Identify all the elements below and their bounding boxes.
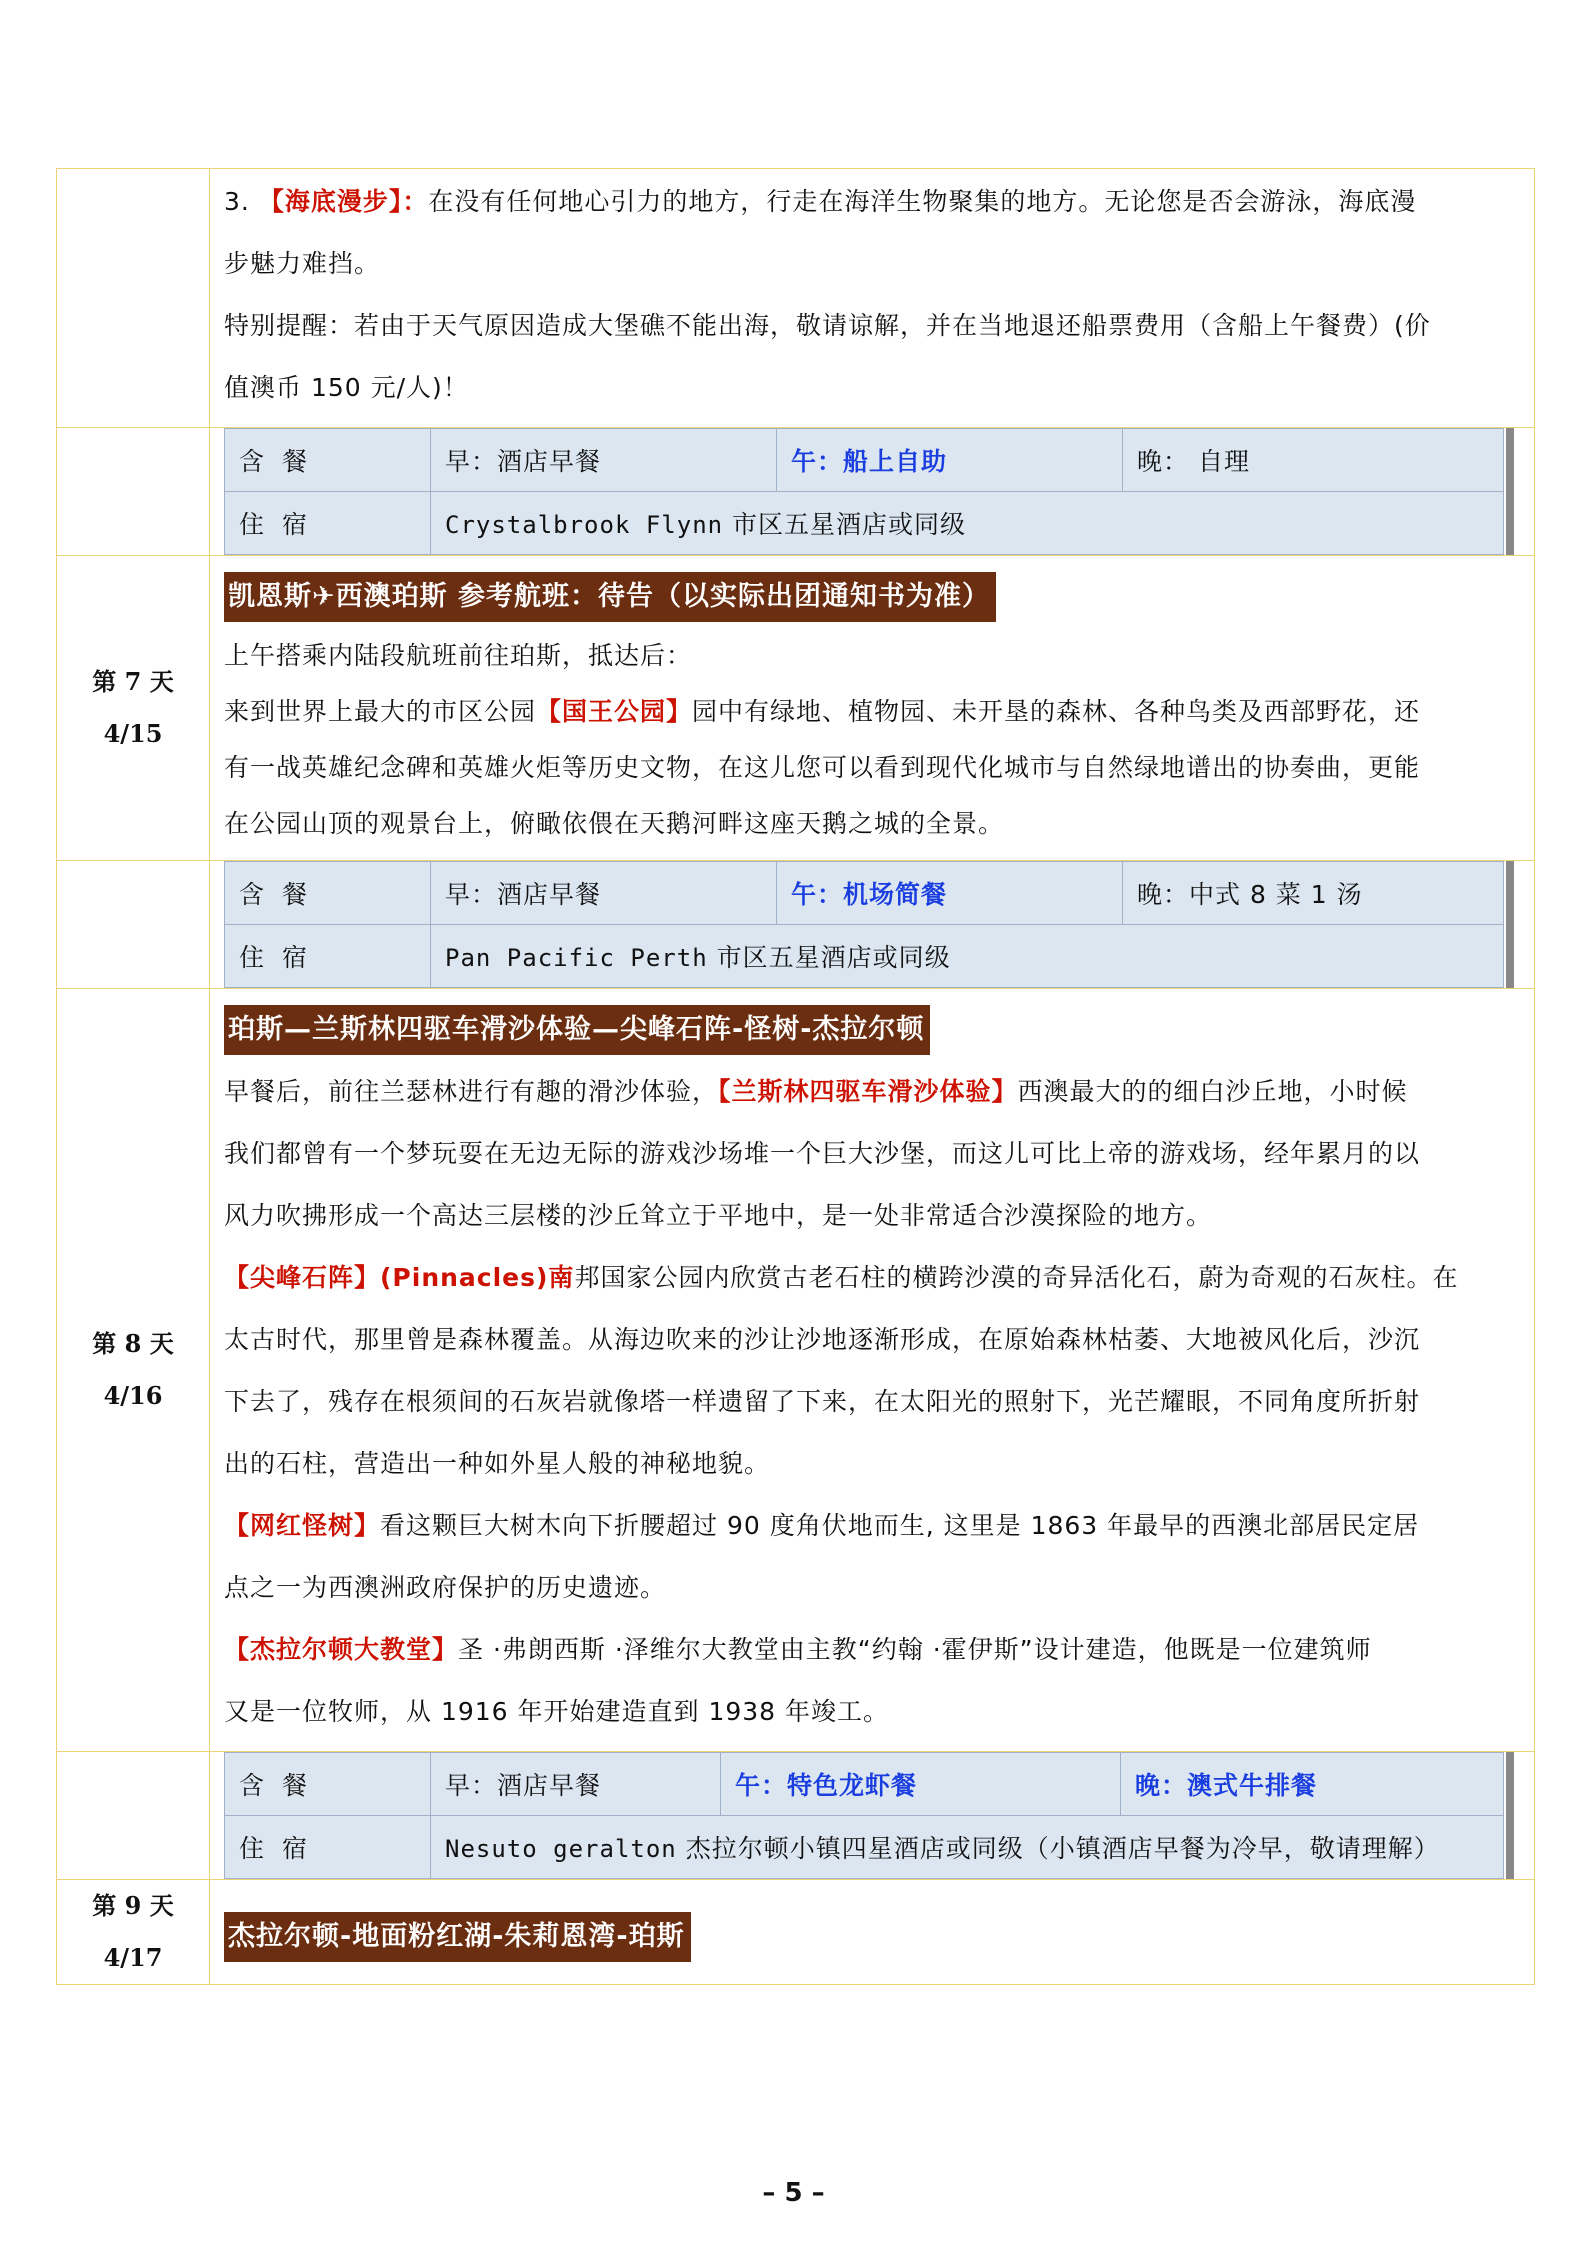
paragraph: 【杰拉尔顿大教堂】圣 ·弗朗西斯 ·泽维尔大教堂由主教“约翰 ·霍伊斯”设计建造，他既是一位建筑师: [224, 1635, 1372, 1664]
day8-meal-row: [57, 1752, 1535, 1880]
highlight-attraction: 【尖峰石阵】(Pinnacles)南: [224, 1263, 575, 1292]
day9-content-row: [57, 1880, 1535, 1985]
meal-table: [224, 1752, 1504, 1879]
day7-meal-row: [57, 861, 1535, 989]
paragraph: 3. 【海底漫步】：在没有任何地心引力的地方，行走在海洋生物聚集的地方。无论您是否会游泳，海底漫: [224, 187, 1417, 216]
day-content: [210, 1880, 1535, 1985]
day-number: 第 9 天: [92, 1891, 174, 1920]
highlight-attraction: 【兰斯林四驱车滑沙体验】: [718, 1077, 1018, 1106]
day-date: 4/17: [103, 1943, 163, 1972]
paragraph: 【网红怪树】看这颗巨大树木向下折腰超过 90 度角伏地而生, 这里是 1863 年最早的西澳北部居民定居: [224, 1511, 1420, 1540]
day-cell: [57, 989, 210, 1752]
day-cell: [57, 1880, 210, 1985]
meal-breakfast: 早：酒店早餐: [431, 862, 777, 925]
meal-lunch: 午：船上自助: [777, 429, 1123, 492]
meal-dinner: 晚： 自理: [1123, 429, 1504, 492]
highlight-attraction: 【国王公园】: [536, 697, 693, 726]
day-title: 珀斯—兰斯林四驱车滑沙体验—尖峰石阵-怪树-杰拉尔顿: [224, 1005, 930, 1055]
paragraph: 步魅力难挡。: [224, 249, 381, 278]
day8-content-row: [57, 989, 1535, 1752]
meal-breakfast: 早：酒店早餐: [431, 1753, 721, 1816]
day-title: 凯恩斯✈西澳珀斯 参考航班：待告（以实际出团通知书为准）: [224, 572, 996, 622]
highlight-attraction: 【网红怪树】: [224, 1511, 381, 1540]
meal-lunch: 午：特色龙虾餐: [721, 1753, 1121, 1816]
meal-breakfast: 早：酒店早餐: [431, 429, 777, 492]
paragraph: 太古时代，那里曾是森林覆盖。从海边吹来的沙让沙地逐渐形成，在原始森林枯萎、大地被风化后，沙沉: [224, 1325, 1421, 1354]
hotel-value: Nesuto geralton 杰拉尔顿小镇四星酒店或同级（小镇酒店早餐为冷早，敬请理解）: [431, 1816, 1504, 1879]
paragraph: 早餐后，前往兰瑟林进行有趣的滑沙体验，【兰斯林四驱车滑沙体验】西澳最大的的细白沙丘地，小时候: [224, 1077, 1408, 1106]
day-number: 第 8 天: [92, 1329, 174, 1358]
highlight-attraction: 【杰拉尔顿大教堂】: [224, 1635, 459, 1664]
meal-label: 含餐: [225, 429, 431, 492]
paragraph: 来到世界上最大的市区公园【国王公园】园中有绿地、植物园、未开垦的森林、各种鸟类及西部野花，还: [224, 697, 1421, 726]
day-number: 第 7 天: [92, 667, 174, 696]
paragraph: 我们都曾有一个梦玩耍在无边无际的游戏沙场堆一个巨大沙堡，而这儿可比上帝的游戏场，经年累月的以: [224, 1139, 1421, 1168]
day-date: 4/15: [103, 719, 163, 748]
paragraph: 下去了，残存在根须间的石灰岩就像塔一样遗留了下来，在太阳光的照射下，光芒耀眼，不同角度所折射: [224, 1387, 1421, 1416]
meal-lunch: 午：机场简餐: [777, 862, 1123, 925]
paragraph: 值澳币 150 元/人)！: [224, 373, 469, 402]
day-content: [210, 989, 1535, 1752]
page-number: – 5 –: [762, 2178, 825, 2208]
day-title: 杰拉尔顿-地面粉红湖-朱莉恩湾-珀斯: [224, 1912, 691, 1962]
day-content: [210, 169, 1535, 428]
hotel-label: 住宿: [225, 1816, 431, 1879]
paragraph: 又是一位牧师，从 1916 年开始建造直到 1938 年竣工。: [224, 1697, 890, 1726]
day7-content-row: [57, 556, 1535, 861]
meal-dinner: 晚：中式 8 菜 1 汤: [1123, 862, 1504, 925]
hotel-value: Pan Pacific Perth 市区五星酒店或同级: [431, 925, 1504, 988]
paragraph: 点之一为西澳洲政府保护的历史遗迹。: [224, 1573, 667, 1602]
hotel-label: 住宿: [225, 925, 431, 988]
itinerary-table: [56, 168, 1535, 1985]
meal-table: [224, 428, 1504, 555]
day-date: 4/16: [103, 1381, 163, 1410]
meal-dinner: 晚：澳式牛排餐: [1121, 1753, 1504, 1816]
paragraph: 上午搭乘内陆段航班前往珀斯，抵达后：: [224, 641, 693, 670]
paragraph: 有一战英雄纪念碑和英雄火炬等历史文物，在这儿您可以看到现代化城市与自然绿地谱出的协奏曲，更能: [224, 753, 1421, 782]
hotel-value: Crystalbrook Flynn 市区五星酒店或同级: [431, 492, 1504, 555]
day-cell: [57, 556, 210, 861]
hotel-label: 住宿: [225, 492, 431, 555]
day-cell-empty: [57, 169, 210, 428]
paragraph: 【尖峰石阵】(Pinnacles)南邦国家公园内欣赏古老石柱的横跨沙漠的奇异活化石，蔚为奇观的石灰柱。在: [224, 1263, 1459, 1292]
highlight-attraction: 【海底漫步】：: [258, 187, 429, 216]
day6-content-row: [57, 169, 1535, 428]
paragraph: 出的石柱，营造出一种如外星人般的神秘地貌。: [224, 1449, 771, 1478]
meal-table: [224, 861, 1504, 988]
day-content: [210, 556, 1535, 861]
meal-label: 含餐: [225, 1753, 431, 1816]
meal-label: 含餐: [225, 862, 431, 925]
paragraph: 特别提醒：若由于天气原因造成大堡礁不能出海，敬请谅解，并在当地退还船票费用（含船上午餐费）(价: [224, 311, 1431, 340]
paragraph: 在公园山顶的观景台上，俯瞰依偎在天鹅河畔这座天鹅之城的全景。: [224, 809, 1005, 838]
paragraph: 风力吹拂形成一个高达三层楼的沙丘耸立于平地中，是一处非常适合沙漠探险的地方。: [224, 1201, 1213, 1230]
day6-meal-row: [57, 428, 1535, 556]
